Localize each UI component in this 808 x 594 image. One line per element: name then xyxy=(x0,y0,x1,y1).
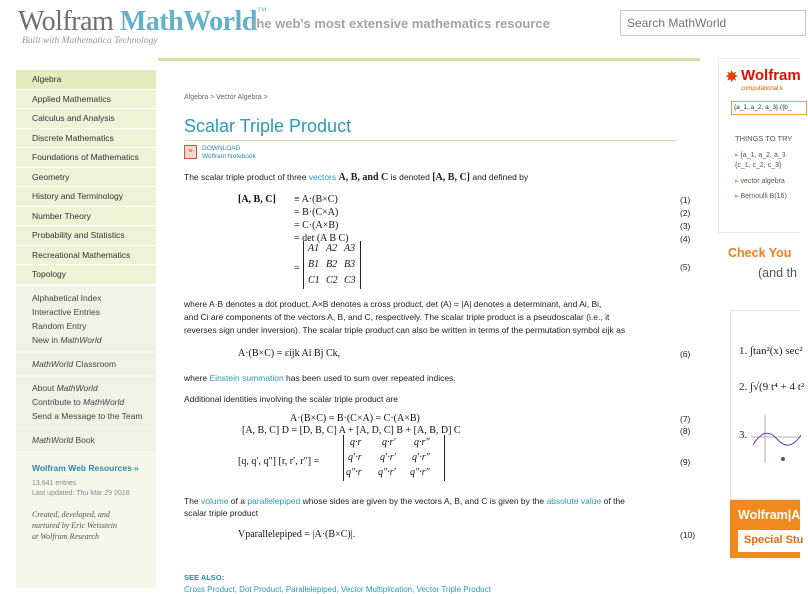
sidebar-item-algebra[interactable]: Algebra xyxy=(16,70,156,90)
sidebar-item-number-theory[interactable]: Number Theory xyxy=(16,207,156,227)
det-cell: C2 xyxy=(326,275,338,286)
volume-link[interactable]: volume xyxy=(201,496,229,506)
determinant-abc xyxy=(303,241,361,289)
q-cell: q′·r xyxy=(348,452,362,463)
random-entry-link[interactable]: Random Entry xyxy=(32,320,87,331)
credit-line-1: Created, developed, and xyxy=(32,509,110,519)
eq8: [A, B, C] D = [D, B, C] A + [A, D, C] B + [A, B, D] C xyxy=(242,425,461,436)
determinant-q xyxy=(343,435,445,481)
eq9-lhs: [q, q′, q″] [r, r′, r″] = xyxy=(238,456,320,467)
contribute-link[interactable] xyxy=(16,395,156,409)
about-mw: MathWorld xyxy=(56,382,98,393)
sidebar-item-recreational[interactable]: Recreational Mathematics xyxy=(16,246,156,266)
wolfram-alpha-widget xyxy=(718,58,800,233)
new-in-label: New in xyxy=(32,334,61,345)
parallelepiped-link[interactable]: parallelepiped xyxy=(247,496,301,506)
logo-mathworld: MathWorld xyxy=(119,6,257,37)
eq7: A·(B×C) = B·(C×A) = C·(A×B) xyxy=(290,413,420,424)
last-updated: Last updated: Thu Mar 29 2018 xyxy=(32,489,130,497)
q-cell: q″·r″ xyxy=(410,467,430,478)
q-cell: q·r xyxy=(350,437,362,448)
ad-math-2: 2. ∫√(9 t⁴ + 4 t² xyxy=(739,381,805,393)
sidebar-item-foundations[interactable]: Foundations of Mathematics xyxy=(16,148,156,168)
q-cell: q·r′ xyxy=(382,437,396,448)
intro-denoted: is denoted xyxy=(388,172,433,182)
eq-number-8: (8) xyxy=(680,426,691,436)
book-link[interactable] xyxy=(16,433,156,447)
eq1-rhs: ≡ A·(B×C) xyxy=(294,194,338,205)
ad-subheadline: (and th xyxy=(758,266,797,280)
entry-count: 13,641 entries xyxy=(32,479,77,487)
wolfram-resources-link[interactable]: Wolfram Web Resources » xyxy=(32,462,139,473)
bullet-icon: ▸ xyxy=(735,152,739,159)
det-cell: B1 xyxy=(308,259,320,270)
additional-paragraph: Additional identities involving the scalar triple product are xyxy=(184,394,399,404)
eq10: Vparallelepiped = |A·(B×C)|. xyxy=(238,529,356,540)
download-label: DOWNLOAD xyxy=(202,145,241,152)
wolfram-star-icon: ✸ xyxy=(725,69,739,86)
absolute-value-link[interactable]: absolute value xyxy=(546,496,602,506)
notebook-icon[interactable]: ≡ xyxy=(184,145,197,159)
credit-line-2: nurtured by Eric Weisstein xyxy=(32,520,117,530)
intro-post: and defined by xyxy=(470,172,529,182)
where-line-3: reverses sign under inversion). The scalar triple product can also be written in terms of the permutation symbol εijk as xyxy=(184,325,626,335)
topic-nav xyxy=(16,70,156,285)
eq-number-1: (1) xyxy=(680,195,691,205)
det-cell: B3 xyxy=(344,259,356,270)
sidebar-item-applied-mathematics[interactable]: Applied Mathematics xyxy=(16,90,156,110)
eq2: = B·(C×A) xyxy=(294,207,339,218)
wa-logo[interactable]: Wolfram xyxy=(741,67,801,84)
book-links xyxy=(16,429,156,451)
volume-post: whose sides are given by the vectors A, B, and C is given by the xyxy=(300,496,547,506)
alphabetical-index-link[interactable]: Alphabetical Index xyxy=(32,292,102,303)
logo-tm: ™ xyxy=(256,6,267,17)
wa-example[interactable] xyxy=(735,151,786,159)
see-also-heading: SEE ALSO: xyxy=(184,573,225,582)
eq-number-7: (7) xyxy=(680,414,691,424)
header xyxy=(0,0,800,52)
logo-subtitle: Built with Mathematica Technology xyxy=(22,36,158,46)
det-cell: A1 xyxy=(308,243,320,254)
book-mw: MathWorld xyxy=(32,434,74,445)
download-notebook-link[interactable] xyxy=(202,145,256,160)
volume-paragraph xyxy=(184,495,625,507)
sidebar-item-discrete-mathematics[interactable]: Discrete Mathematics xyxy=(16,129,156,149)
notebook-label: Wolfram Notebook xyxy=(202,152,256,160)
new-in-mw: MathWorld xyxy=(60,334,102,345)
sidebar-item-calculus-and-analysis[interactable]: Calculus and Analysis xyxy=(16,109,156,129)
det-cell: C3 xyxy=(344,275,356,286)
eq-number-9: (9) xyxy=(680,457,691,467)
logo-wolfram: Wolfram xyxy=(18,6,120,37)
where-line-1: where A·B denotes a dot product, A×B denotes a cross product, det (A) = |A| denotes a determinant, and Ai, Bi, xyxy=(184,299,602,309)
ad-banner[interactable] xyxy=(730,500,804,558)
about-label: About xyxy=(32,382,57,393)
wa-example-text: vector algebra xyxy=(740,178,785,185)
wa-query-input[interactable]: {a_1, a_2, a_3}.({b_ xyxy=(731,101,807,115)
page-title: Scalar Triple Product xyxy=(184,116,352,136)
eq-number-4: (4) xyxy=(680,234,691,244)
wa-subtitle: computational k xyxy=(741,86,784,92)
article xyxy=(158,58,700,594)
volume-pre: The xyxy=(184,496,202,506)
wa-example-text: {a_1, a_2, a_3 xyxy=(740,152,786,159)
intro-bracket: [A, B, C] xyxy=(432,172,470,183)
wa-example-cont[interactable]: {c_1, c_2, c_3} xyxy=(735,162,782,169)
intro-paragraph xyxy=(184,171,528,184)
q-cell: q·r″ xyxy=(414,437,430,448)
bullet-icon: ▸ xyxy=(735,178,739,185)
eq1-lhs: [A, B, C] xyxy=(238,194,276,205)
vectors-link[interactable]: vectors xyxy=(308,172,337,182)
wa-example[interactable] xyxy=(735,177,785,185)
see-also-links[interactable]: Cross Product, Dot Product, Parallelepiped, Vector Multiplication, Vector Triple Product xyxy=(184,585,491,594)
eq-number-3: (3) xyxy=(680,221,691,231)
ad-graph-icon xyxy=(751,415,801,465)
einstein-post: has been used to sum over repeated indices. xyxy=(283,373,456,383)
contribute-label: Contribute to xyxy=(32,396,84,407)
contribute-mw: MathWorld xyxy=(83,396,125,407)
det-cell: A3 xyxy=(344,243,356,254)
ad-math-image[interactable] xyxy=(730,310,805,500)
eq3: = C·(A×B) xyxy=(294,220,339,231)
wa-example[interactable] xyxy=(735,192,787,200)
sidebar-item-probability[interactable]: Probability and Statistics xyxy=(16,226,156,246)
eq-number-5: (5) xyxy=(680,262,691,272)
volume-of: of a xyxy=(228,496,248,506)
mathworld-logo[interactable] xyxy=(18,6,266,38)
book-label: Book xyxy=(73,434,95,445)
where-line-2: and Ci are components of the vectors A, B, and C, respectively. The scalar triple product is a pseudoscalar (i.e., it xyxy=(184,312,610,322)
send-message-link[interactable]: Send a Message to the Team xyxy=(32,410,143,421)
interactive-entries-link[interactable]: Interactive Entries xyxy=(32,306,101,317)
sidebar-item-topology[interactable]: Topology xyxy=(16,265,156,285)
einstein-paragraph xyxy=(184,372,456,384)
classroom-link[interactable] xyxy=(16,357,156,371)
sidebar-item-geometry[interactable]: Geometry xyxy=(16,168,156,188)
ad-math-1: 1. ∫tan²(x) sec² xyxy=(739,345,803,357)
eq4: = det (A B C) xyxy=(294,233,349,244)
classroom-mw: MathWorld xyxy=(32,358,74,369)
eq-number-6: (6) xyxy=(680,349,691,359)
right-ads xyxy=(718,58,805,588)
det-cell: A2 xyxy=(326,243,338,254)
tagline: the web's most extensive mathematics resource xyxy=(252,16,550,31)
volume-line-2: scalar triple product xyxy=(184,508,259,518)
breadcrumb[interactable]: Algebra > Vector Algebra > xyxy=(184,94,268,101)
eq6: A·(B×C) = εijk Ai Bj Ck, xyxy=(238,348,341,359)
special-student-button[interactable] xyxy=(738,530,808,552)
intro-vecs: A, B, and C xyxy=(338,172,389,183)
wa-example-text: Bernoulli B(16) xyxy=(740,193,787,200)
title-divider xyxy=(184,140,676,141)
eq-number-10: (10) xyxy=(680,530,696,540)
q-cell: q″·r′ xyxy=(378,467,396,478)
einstein-summation-link[interactable]: Einstein summation xyxy=(209,373,284,383)
q-cell: q′·r′ xyxy=(380,452,396,463)
intro-pre: The scalar triple product of three xyxy=(184,172,309,182)
q-cell: q′·r″ xyxy=(412,452,430,463)
classroom-links xyxy=(16,353,156,375)
new-in-mathworld-link[interactable] xyxy=(16,333,156,347)
things-to-try: THINGS TO TRY xyxy=(735,134,793,143)
volume-of2: of the xyxy=(601,496,625,506)
ad-math-3: 3. xyxy=(739,429,748,441)
site-stats xyxy=(16,473,156,499)
search-input[interactable] xyxy=(620,10,806,36)
det-cell: B2 xyxy=(326,259,338,270)
about-link[interactable] xyxy=(16,381,156,395)
eq-number-2: (2) xyxy=(680,208,691,218)
credits xyxy=(16,499,156,542)
eq5-equals: = xyxy=(294,263,300,274)
q-cell: q″·r xyxy=(346,467,362,478)
bullet-icon: ▸ xyxy=(735,193,739,200)
det-cell: C1 xyxy=(308,275,320,286)
about-links xyxy=(16,377,156,427)
sidebar xyxy=(16,70,156,588)
ad-headline[interactable]: Check You xyxy=(728,246,792,260)
einstein-pre: where xyxy=(184,373,210,383)
credit-line-3: at Wolfram Research xyxy=(32,531,99,541)
ad-banner-title: Wolfram|A xyxy=(738,508,801,522)
classroom-label: Classroom xyxy=(73,358,117,369)
special-student-label: Special Stu xyxy=(744,534,804,546)
index-links xyxy=(16,287,156,351)
sidebar-item-history[interactable]: History and Terminology xyxy=(16,187,156,207)
